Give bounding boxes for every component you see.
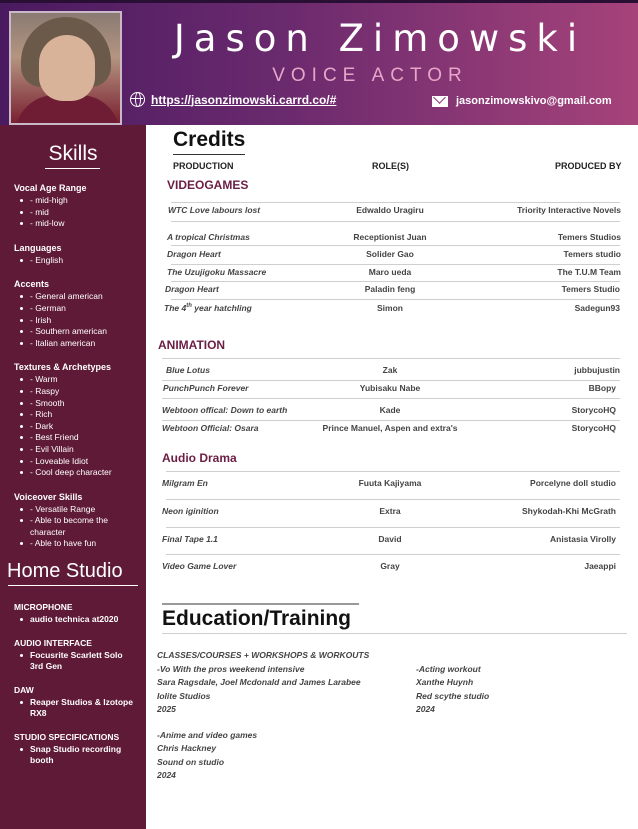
role-subtitle: VOICE ACTOR — [272, 65, 468, 86]
credit-role: Paladin feng — [364, 284, 416, 294]
credits-row — [162, 561, 616, 579]
credit-role: Simon — [377, 303, 403, 313]
skills-list-item: - German — [20, 303, 138, 315]
credit-role: Gray — [380, 561, 400, 571]
skills-list-item: - Loveable Idiot — [20, 456, 138, 468]
credits-row — [164, 303, 620, 321]
education-line: 2024 — [157, 770, 176, 781]
credits-row — [167, 232, 621, 250]
skills-list-item: - Warm — [20, 374, 138, 386]
education-line: 2024 — [416, 704, 435, 715]
skills-section-heading: Textures & Archetypes — [14, 362, 112, 373]
education-entry — [157, 729, 257, 783]
credit-production: Video Game Lover — [162, 561, 237, 571]
credit-producer: StorycoHQ — [571, 405, 616, 415]
skills-list-item: - Smooth — [20, 398, 138, 410]
education-top-rule — [162, 603, 359, 605]
credits-row — [162, 423, 616, 441]
column-header-roles: ROLE(S) — [372, 161, 409, 171]
row-divider — [166, 527, 620, 528]
credits-row — [167, 249, 621, 267]
main-content — [146, 125, 638, 829]
credit-role: Receptionist Juan — [353, 232, 427, 242]
skills-list-item: - Southern american — [20, 326, 138, 338]
credit-producer: Triority Interactive Novels — [517, 205, 621, 215]
credit-producer: Temers Studios — [557, 232, 621, 242]
skills-list — [14, 291, 138, 349]
credit-production: A tropical Christmas — [167, 232, 250, 242]
globe-icon — [130, 92, 145, 107]
education-line: 2025 — [157, 704, 176, 715]
column-header-production: PRODUCTION — [173, 161, 234, 171]
studio-heading: AUDIO INTERFACE — [14, 637, 92, 648]
skills-section — [14, 243, 138, 267]
credit-role: Zak — [382, 365, 398, 375]
education-line: Red scythe studio — [416, 690, 490, 701]
credit-role: Edwaldo Uragiru — [356, 205, 424, 215]
website-link[interactable]: https://jasonzimowski.carrd.co/# — [151, 92, 337, 107]
profile-photo — [9, 11, 122, 125]
credit-role: Kade — [379, 405, 401, 415]
email-group[interactable] — [432, 95, 612, 107]
credit-production: Blue Lotus — [166, 365, 210, 375]
skills-title: Skills — [48, 142, 98, 165]
credit-producer: Sadegun93 — [574, 303, 620, 313]
skills-list-item: - Cool deep character — [20, 467, 138, 479]
home-studio-title: Home Studio — [7, 560, 123, 583]
education-line: Xanthe Huynh — [416, 677, 474, 688]
credits-row — [163, 383, 616, 401]
credit-production: Dragon Heart — [167, 249, 221, 259]
studio-list-item: Focusrite Scarlett Solo 3rd Gen — [20, 650, 138, 673]
skills-section-heading: Voiceover Skills — [14, 491, 83, 502]
credits-row — [167, 267, 621, 285]
credits-title-rule — [173, 154, 245, 155]
row-divider — [166, 471, 620, 472]
education-title: Education/Training — [162, 607, 352, 630]
credit-producer: Temers Studio — [561, 284, 620, 294]
credit-role: Extra — [379, 506, 401, 516]
credit-production: Dragon Heart — [165, 284, 219, 294]
skills-list-item: - mid-high — [20, 195, 138, 207]
credits-row — [162, 506, 616, 524]
credit-role: Maro ueda — [368, 267, 412, 277]
row-divider — [162, 358, 620, 359]
skills-list — [14, 255, 138, 267]
credits-title: Credits — [173, 128, 246, 151]
skills-section-heading: Languages — [14, 242, 62, 253]
credit-production: Webtoon offical: Down to earth — [162, 405, 288, 415]
studio-list-item: audio technica at2020 — [20, 614, 138, 626]
credit-role: Yubisaku Nabe — [359, 383, 421, 393]
credit-production: Milgram En — [162, 478, 208, 488]
credit-producer: Shykodah-Khi McGrath — [522, 506, 616, 516]
skills-list — [14, 195, 138, 230]
credits-row — [162, 405, 616, 423]
studio-list — [14, 650, 138, 673]
skills-section-heading: Accents — [14, 279, 50, 290]
sidebar — [0, 125, 146, 829]
credits-category-title: ANIMATION — [158, 338, 226, 352]
credits-row — [166, 365, 620, 383]
skills-list-item: - Versatile Range — [20, 504, 138, 516]
studio-sections — [14, 602, 138, 767]
skills-section — [14, 183, 138, 230]
skills-section-heading: Vocal Age Range — [14, 183, 87, 193]
skills-list-item: - mid-low — [20, 218, 138, 230]
skills-list-item: - Evil Villain — [20, 444, 138, 456]
mail-icon — [432, 96, 448, 107]
credit-role: David — [378, 534, 402, 544]
credit-producer: BBopy — [588, 383, 616, 393]
skills-list-item: - Italian american — [20, 338, 138, 350]
education-line: Sara Ragsdale, Joel Mcdonald and James Larabee — [157, 677, 361, 688]
credit-producer: Porcelyne doll studio — [530, 478, 616, 488]
row-divider — [171, 202, 620, 203]
credit-producer: Anistasia Virolly — [550, 534, 616, 544]
credit-production: The Uzujigoku Massacre — [167, 267, 267, 277]
credit-production: PunchPunch Forever — [163, 383, 249, 393]
studio-list — [14, 614, 138, 626]
education-line: -Acting workout — [416, 664, 481, 674]
home-studio-rule — [8, 585, 138, 586]
skills-list-item: - Best Friend — [20, 432, 138, 444]
skills-list-item: - mid — [20, 207, 138, 219]
credit-role: Prince Manuel, Aspen and extra's — [322, 423, 458, 433]
website-link-group[interactable] — [130, 92, 336, 107]
skills-list-item: - Raspy — [20, 386, 138, 398]
credit-production: Neon iginition — [162, 506, 219, 516]
studio-list — [14, 697, 138, 720]
skills-title-rule — [45, 168, 100, 169]
credit-production: Final Tape 1.1 — [162, 534, 218, 544]
credits-category-title: VIDEOGAMES — [167, 178, 249, 192]
education-line: -Anime and video games — [157, 730, 258, 740]
studio-list-item: Snap Studio recording booth — [20, 744, 138, 767]
studio-heading: MICROPHONE — [14, 602, 73, 613]
credit-production: WTC Love labours lost — [168, 205, 261, 215]
education-line: Iolite Studios — [157, 690, 211, 701]
skills-list-item: - General american — [20, 291, 138, 303]
credits-row — [162, 534, 616, 552]
skills-list-item: - Able to have fun — [20, 538, 138, 550]
email-address[interactable]: jasonzimowskivo@gmail.com — [456, 95, 612, 107]
skills-section — [14, 279, 138, 349]
credit-producer: The T.U.M Team — [557, 267, 621, 277]
credit-production: Webtoon Official: Osara — [162, 423, 259, 433]
credits-category-title: Audio Drama — [162, 451, 237, 465]
skills-list-item: - Dark — [20, 421, 138, 433]
column-header-produced-by: PRODUCED BY — [555, 161, 622, 171]
studio-list-item: Reaper Studios & Izotope RX8 — [20, 697, 138, 720]
header — [0, 0, 638, 125]
education-subtitle: CLASSES/COURSES + WORKSHOPS & WORKOUTS — [157, 650, 370, 660]
credits-row — [162, 478, 616, 496]
studio-heading: STUDIO SPECIFICATIONS — [14, 731, 120, 742]
credits-row — [165, 284, 620, 302]
skills-section — [14, 492, 138, 550]
credit-producer: Jaeappi — [584, 561, 616, 571]
education-entry — [157, 663, 361, 717]
education-line: -Vo With the pros weekend intensive — [157, 664, 305, 674]
skills-list-item: - Rich — [20, 409, 138, 421]
row-divider — [166, 554, 620, 555]
credit-production: The 4th year hatchling — [164, 303, 252, 313]
row-divider — [166, 499, 620, 500]
skills-sections — [14, 183, 138, 550]
skills-list — [14, 374, 138, 478]
skills-list-item: - Irish — [20, 315, 138, 327]
credits-row — [168, 205, 621, 223]
skills-list — [14, 504, 138, 550]
studio-heading: DAW — [14, 684, 34, 695]
credit-producer: Temers studio — [563, 249, 621, 259]
skills-section — [14, 362, 138, 478]
skills-list-item: - Able to become the character — [20, 515, 138, 538]
credit-producer: jubbujustin — [574, 365, 620, 375]
education-entry — [416, 663, 489, 717]
education-line: Sound on studio — [157, 756, 225, 767]
studio-list — [14, 744, 138, 767]
credit-producer: StorycoHQ — [571, 423, 616, 433]
skills-list-item: - English — [20, 255, 138, 267]
education-rule — [162, 633, 627, 634]
credit-role: Solider Gao — [366, 249, 414, 259]
education-line: Chris Hackney — [157, 743, 217, 754]
credit-role: Fuuta Kajiyama — [358, 478, 422, 488]
name-title: Jason Zimowski — [173, 17, 587, 60]
